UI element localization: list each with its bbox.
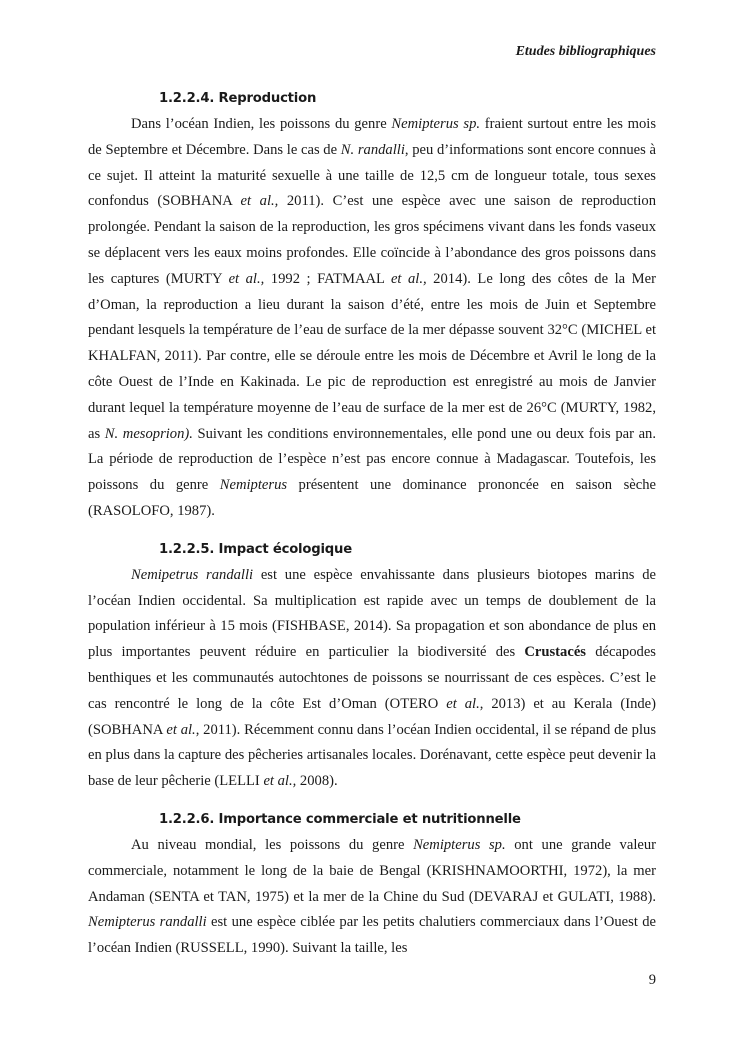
italic-run: N. randalli — [340, 141, 405, 158]
italic-run: N. mesoprion). — [104, 425, 193, 442]
text-run: Suivant les conditions environnementales, elle pond une ou deux fois par an. La période de reproduction de l’espèce n’est pas encore connue à Madagascar. Toutefois, les poissons du genre — [88, 425, 656, 494]
body-text — [88, 86, 656, 962]
bold-run: Crustacés — [524, 644, 586, 661]
paragraph-reproduction — [88, 112, 656, 525]
page-number: 9 — [648, 972, 656, 988]
italic-run: et al., — [240, 193, 279, 210]
text-run: ont une grande valeur commerciale, notamment le long de la baie de Bengal (KRISHNAMOORTHI, 1972), la mer Andaman (SENTA et TAN, 1975) et la mer de la Chine du Sud (DEVARAJ et GULATI, 1988). — [88, 836, 657, 905]
italic-run: Nemipterus randalli — [88, 914, 207, 931]
heading-importance-commerciale: 1.2.2.6. Importance commerciale et nutritionnelle — [159, 811, 521, 827]
heading-reproduction: 1.2.2.4. Reproduction — [159, 91, 317, 106]
italic-run: et al. — [446, 695, 480, 712]
text-run: 2011). C’est une espèce avec une saison de reproduction prolongée. Pendant la saison de la reproduction, les gros spécimens vivant dans les fonds vaseux se déplacent vers les eaux moins profondes. Elle coïncide à l’abondance des gros poissons dans les captures (MURTY — [88, 193, 656, 287]
text-run: Au niveau mondial, les poissons du genre — [131, 836, 414, 853]
italic-run: et al., — [228, 270, 265, 287]
text-run: 2014). Le long des côtes de la Mer d’Oman, la reproduction a lieu durant la saison d’été, entre les mois de Juin et Septembre pendant lesquels la température de l’eau de surface de la mer dépasse souvent 32°C (MICHEL et KHALFAN, 2011). Par contre, elle se déroule entre les mois de Décembre et Avril le long de la côte Ouest de l’Inde en Kakinada. Le pic de reproduction est enregistré au mois de Janvier durant lequel la température moyenne de l’eau de surface de la mer est de 26°C (MURTY, 1982, as — [88, 270, 656, 442]
italic-run: et al., — [263, 773, 297, 790]
italic-run: Nemipetrus randalli — [131, 566, 254, 583]
text-run: , peu d’informations sont encore connues à ce sujet. Il atteint la maturité sexuelle à une taille de 12,5 cm de longueur totale, tous sexes confondus (SOBHANA — [88, 141, 656, 210]
italic-run: Nemipterus sp. — [391, 116, 481, 132]
italic-run: Nemipterus sp. — [413, 836, 506, 853]
text-run: est une espèce ciblée par les petits chalutiers commerciaux dans l’Ouest de l’océan Indien (RUSSELL, 1990). Suivant la taille, les — [88, 914, 656, 957]
paragraph-impact-ecologique — [88, 563, 656, 795]
italic-run: et al., — [390, 270, 427, 287]
heading-impact-ecologique: 1.2.2.5. Impact écologique — [159, 541, 352, 557]
italic-run: Nemipterus — [219, 477, 288, 494]
text-run: , 2011). Récemment connu dans l’océan Indien occidental, il se répand de plus en plus dans la capture des pêcheries artisanales locales. Dorénavant, cette espèce peut devenir la base de leur pêcherie (LELLI — [88, 721, 656, 790]
text-run: est une espèce envahissante dans plusieurs biotopes marins de l’océan Indien occidental. Sa multiplication est rapide avec un temps de doublement de la population inférieur à 15 mois (FISHBASE, 2014). Sa propagation et son abondance de plus en plus importantes peuvent réduire en particulier la biodiversité des — [88, 566, 656, 661]
text-run: fraient surtout entre les mois de Septembre et Décembre. Dans le cas de — [88, 116, 657, 158]
italic-run: et al. — [166, 721, 196, 738]
text-run: décapodes benthiques et les communautés autochtones de poissons se nourrissant de ces espèces. C’est le cas rencontré le long de la côte Est d’Oman (OTERO — [88, 644, 656, 712]
text-run: 1992 ; FATMAAL — [264, 270, 391, 287]
text-run: 2008). — [296, 773, 338, 790]
text-run: , 2013) et au Kerala (Inde) (SOBHANA — [88, 695, 656, 738]
paragraph-importance-commerciale — [88, 833, 656, 962]
text-run: présentent une dominance prononcée en saison sèche (RASOLOFO, 1987). — [88, 477, 656, 519]
text-run: Dans l’océan Indien, les poissons du genre — [131, 116, 392, 132]
running-header: Etudes bibliographiques — [515, 44, 656, 59]
